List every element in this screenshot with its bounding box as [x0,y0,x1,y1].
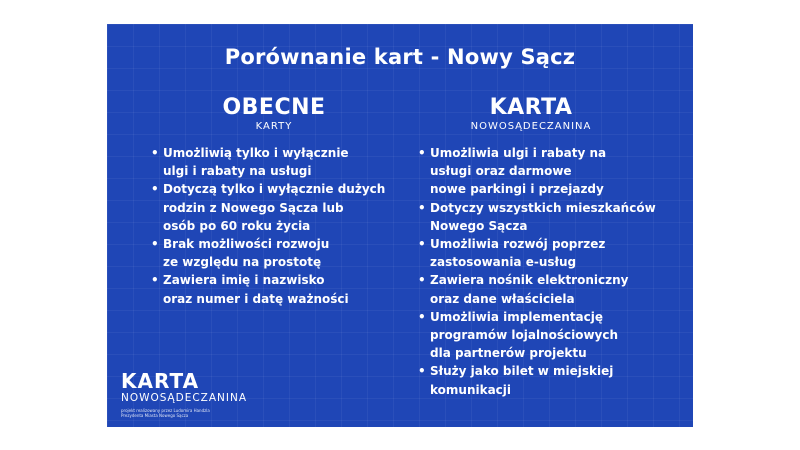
list-item-line: • Umożliwia rozwój poprzez [430,237,606,252]
list-item-line: osób po 60 roku życia [163,218,311,233]
list-item [418,144,683,199]
list-item-line: • Zawiera imię i nazwisko [163,273,325,288]
list-item-line: • Dotyczą tylko i wyłącznie dużych [163,182,386,197]
list-item-line: • Umożliwia implementację [430,309,604,324]
list-item-line: • Brak możliwości rozwoju [163,237,330,252]
right-heading: KARTA [489,95,573,120]
slide-title: Porównanie kart - Nowy Sącz [224,45,576,69]
list-item [151,180,401,235]
list-item-line: komunikacji [430,382,512,397]
brand-subtitle: NOWOSĄDECZANINA [121,392,248,404]
list-item-line: oraz numer i datę ważności [163,291,349,306]
right-column-heading [431,96,631,132]
list-item-line: zastosowania e-usług [430,255,577,270]
slide [107,24,693,427]
right-bullet-list [418,144,683,399]
list-item [151,271,401,307]
brand-logo [121,371,247,418]
list-item-line: oraz dane właściciela [430,291,575,306]
list-item-line: ulgi i rabaty na usługi [163,164,312,179]
list-item [418,308,683,363]
left-column-heading [174,96,374,132]
list-item [418,199,683,235]
list-item [418,235,683,271]
list-item-line: • Umożliwia ulgi i rabaty na [430,146,607,160]
list-item [151,144,401,180]
list-item-line: • Służy jako bilet w miejskiej [430,364,614,379]
left-subheading: KARTY [255,121,293,132]
list-item [418,362,683,398]
list-item-line: nowe parkingi i przejazdy [430,182,604,197]
list-item-line: Nowego Sącza [430,218,528,233]
brand-credit-2: Prezydenta Miasta Nowego Sącza [121,413,189,418]
brand-credit: projekt realizowany przez Ludomira Handzla [121,408,210,413]
left-heading: OBECNE [222,95,326,120]
list-item-line: • Dotyczy wszystkich mieszkańców [430,200,656,215]
list-item-line: rodzin z Nowego Sącza lub [163,200,344,215]
list-item-line: programów lojalnościowych [430,328,619,343]
list-item-line: • Zawiera nośnik elektroniczny [430,273,629,288]
list-item-line: usługi oraz darmowe [430,164,572,179]
list-item-line: ze względu na prostotę [163,255,322,270]
list-item [151,235,401,271]
list-item-line: dla partnerów projektu [430,346,587,361]
list-item [418,271,683,307]
left-bullet-list [151,144,401,308]
list-item-line: • Umożliwią tylko i wyłącznie [163,146,349,160]
right-subheading: NOWOSĄDECZANINA [470,121,592,132]
brand-title: KARTA [121,369,200,393]
